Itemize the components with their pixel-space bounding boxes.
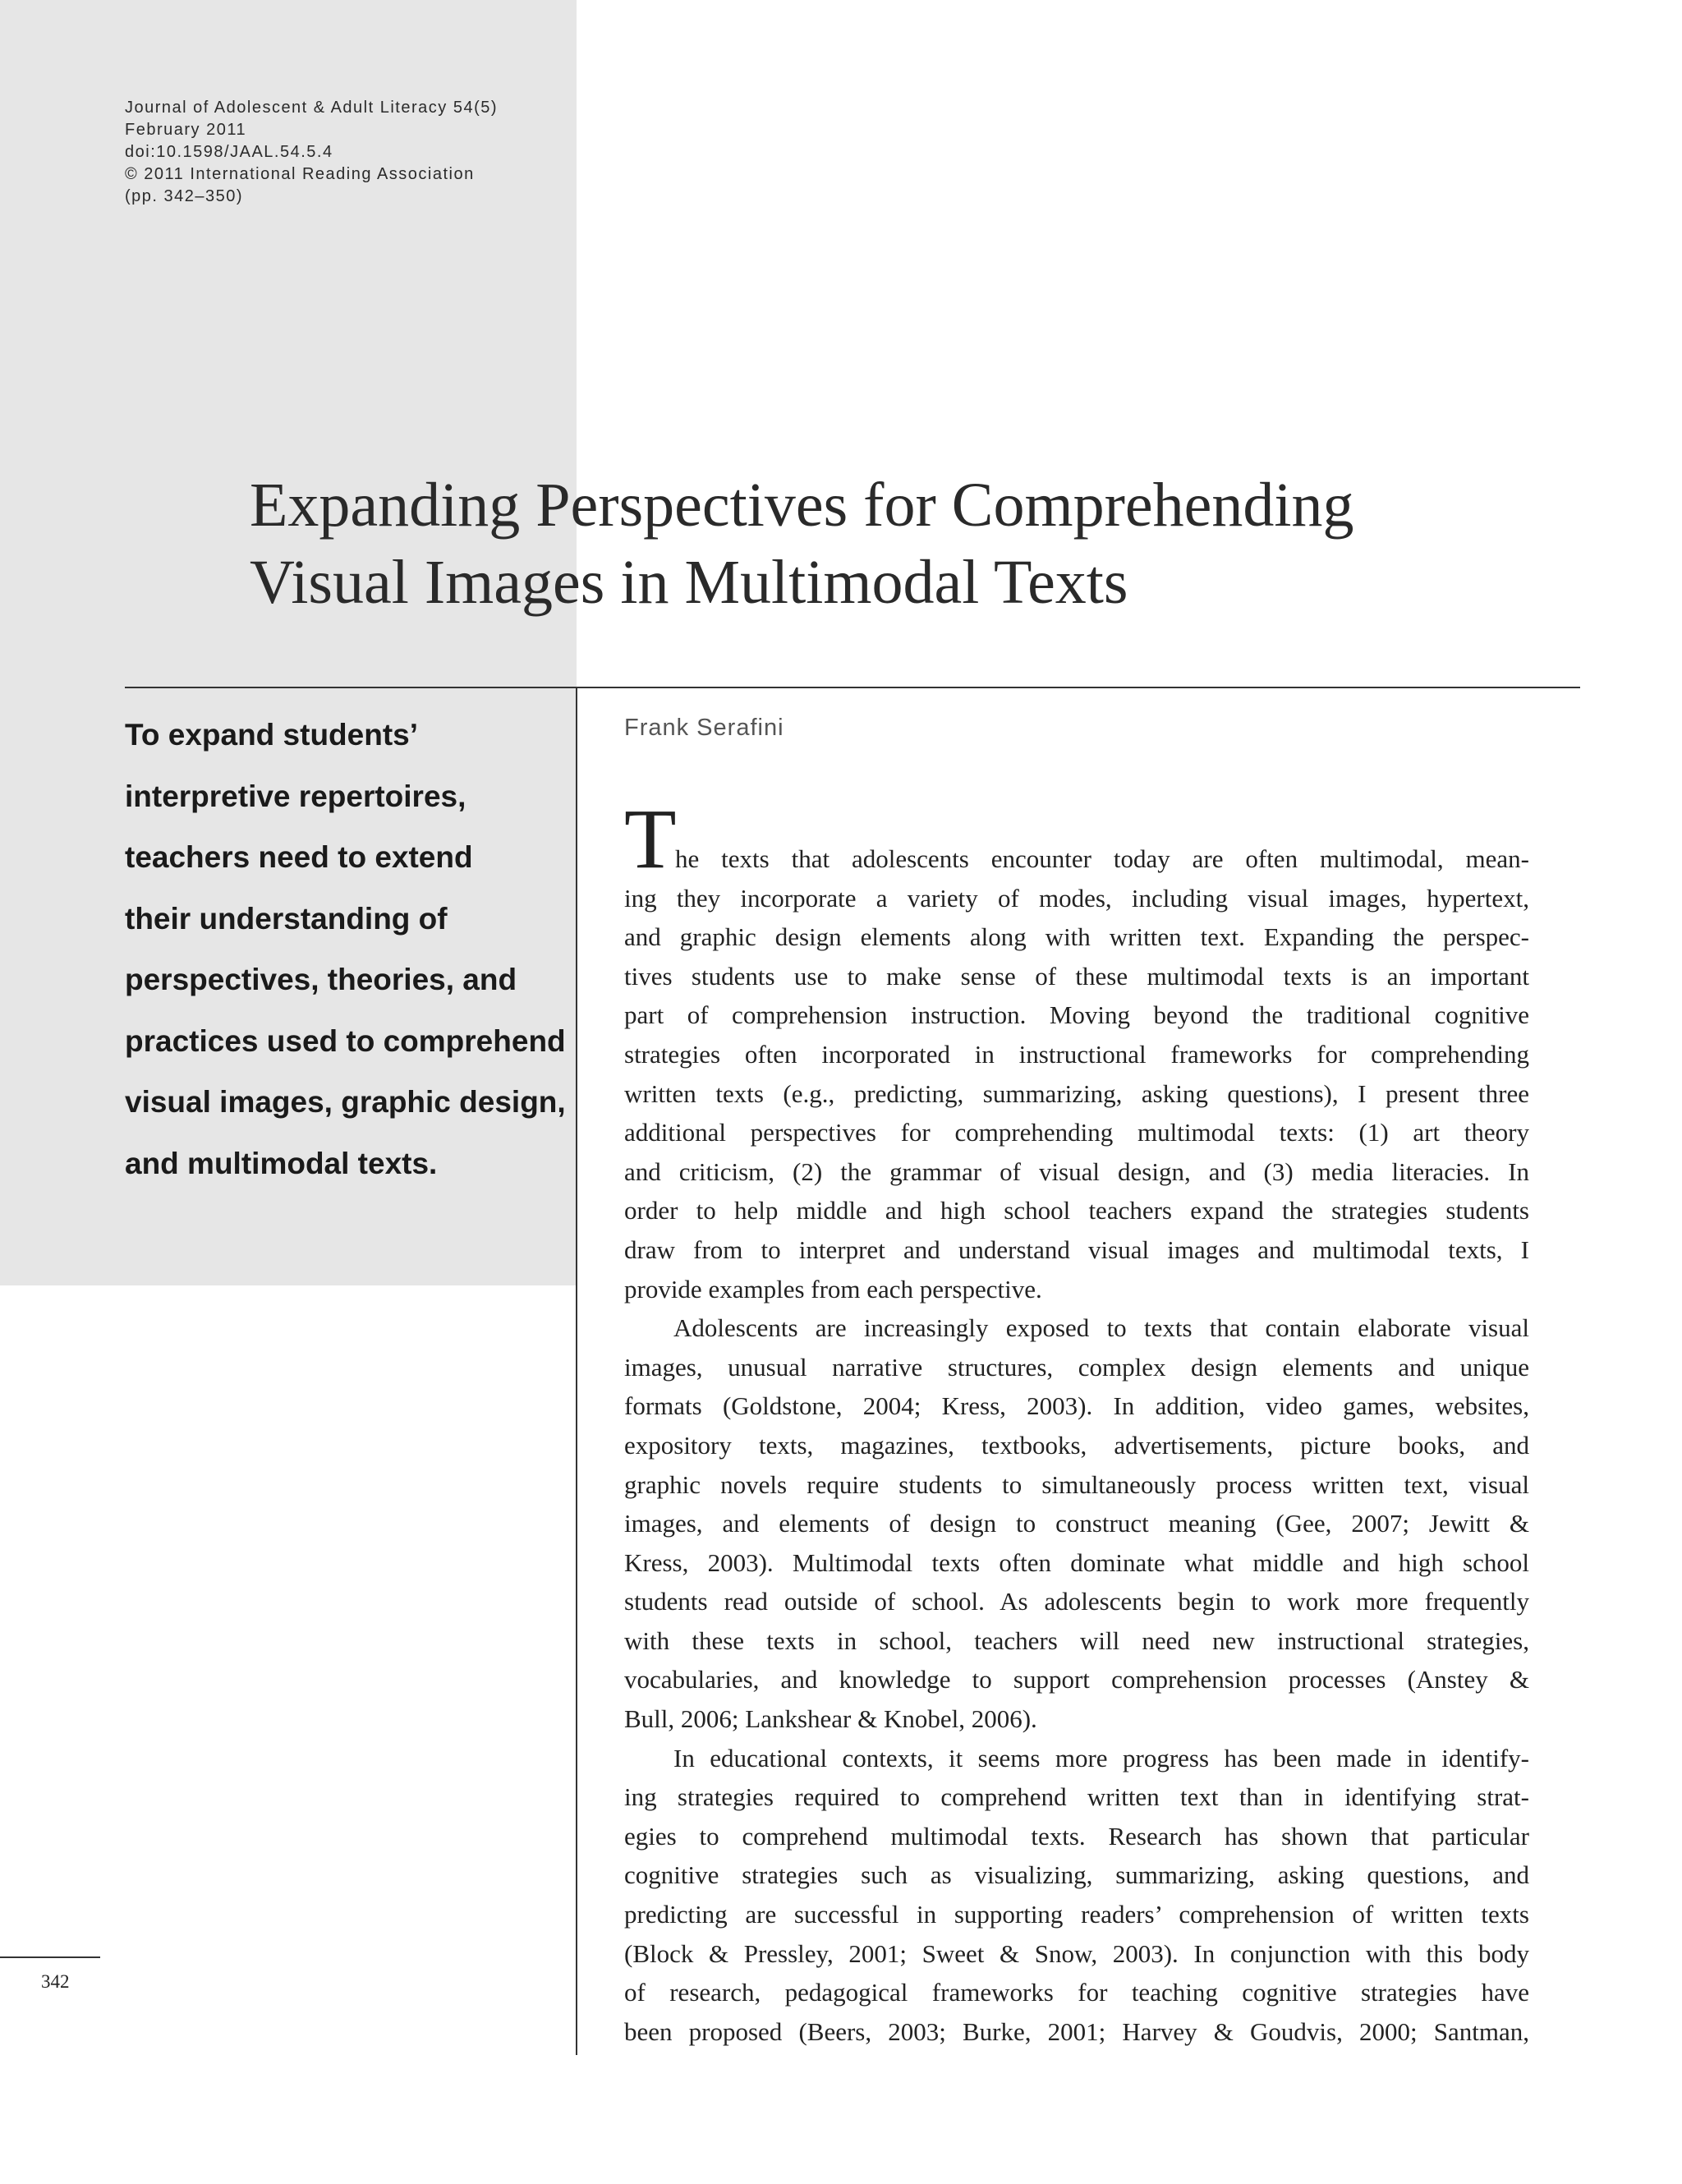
body-line: written texts (e.g., predicting, summarizing, asking questions), I present three: [624, 1078, 1529, 1108]
journal-date: February 2011: [125, 121, 247, 139]
body-line: cognitive strategies such as visualizing, summarizing, asking questions, and: [624, 1860, 1529, 1890]
body-line: ing they incorporate a variety of modes, including visual images, hypertext,: [624, 883, 1529, 913]
body-line: (Block & Pressley, 2001; Sweet & Snow, 2003). In conjunction with this body: [624, 1938, 1529, 1968]
body-line: order to help middle and high school teachers expand the strategies students: [624, 1196, 1529, 1225]
body-line: draw from to interpret and understand visual images and multimodal texts, I: [624, 1235, 1529, 1264]
body-line: images, unusual narrative structures, complex design elements and unique: [624, 1352, 1529, 1382]
body-line: tives students use to make sense of these multimodal texts is an important: [624, 961, 1529, 991]
pull-quote-line: interpretive repertoires,: [125, 779, 466, 813]
body-line: vocabularies, and knowledge to support comprehension processes (Anstey &: [624, 1665, 1529, 1694]
journal-doi: doi:10.1598/JAAL.54.5.4: [125, 143, 333, 161]
pull-quote-line: teachers need to extend: [125, 840, 473, 874]
page-number-rule: [0, 1956, 100, 1958]
body-line: of research, pedagogical frameworks for teaching cognitive strategies have: [624, 1978, 1529, 2007]
body-line: predicting are successful in supporting readers’ comprehension of written texts: [624, 1900, 1529, 1929]
article-title: [250, 467, 1564, 621]
body-line: part of comprehension instruction. Moving beyond the traditional cognitive: [624, 1000, 1529, 1030]
pull-quote-line: perspectives, theories, and: [125, 963, 517, 996]
body-line: he texts that adolescents encounter today are often multimodal, mean-: [675, 844, 1529, 873]
pull-quote: [125, 705, 568, 1194]
body-line: Adolescents are increasingly exposed to texts that contain elaborate visual: [673, 1313, 1529, 1343]
body-line: with these texts in school, teachers will need new instructional strategies,: [624, 1625, 1529, 1655]
body-line: ing strategies required to comprehend written text than in identifying strat-: [624, 1782, 1529, 1812]
article-body: [624, 839, 1529, 2051]
divider-rule: [577, 687, 1580, 688]
body-line: provide examples from each perspective.: [624, 1274, 1042, 1304]
body-line: images, and elements of design to construct meaning (Gee, 2007; Jewitt &: [624, 1509, 1529, 1538]
drop-cap: T: [624, 792, 677, 886]
body-line: egies to comprehend multimodal texts. Research has shown that particular: [624, 1821, 1529, 1851]
body-line: expository texts, magazines, textbooks, advertisements, picture books, and: [624, 1430, 1529, 1460]
body-line: Kress, 2003). Multimodal texts often dominate what middle and high school: [624, 1547, 1529, 1577]
body-line: graphic novels require students to simultaneously process written text, visual: [624, 1469, 1529, 1499]
article-title-line: Expanding Perspectives for Comprehending: [250, 471, 1354, 540]
body-line: Bull, 2006; Lankshear & Knobel, 2006).: [624, 1704, 1037, 1734]
divider-rule: [125, 687, 577, 688]
body-line: In educational contexts, it seems more progress has been made in identify-: [673, 1743, 1529, 1772]
page-number: 342: [41, 1971, 70, 1992]
pull-quote-line: practices used to comprehend: [125, 1023, 566, 1058]
body-line: and criticism, (2) the grammar of visual design, and (3) media literacies. In: [624, 1156, 1529, 1186]
pull-quote-line: To expand students’: [125, 718, 419, 752]
column-divider: [576, 687, 577, 2055]
body-line: and graphic design elements along with written text. Expanding the perspec-: [624, 922, 1529, 952]
journal-copyright: © 2011 International Reading Association: [125, 165, 475, 183]
journal-pages: (pp. 342–350): [125, 187, 244, 205]
journal-name: Journal of Adolescent & Adult Literacy 54(5): [125, 99, 499, 117]
journal-citation: [125, 97, 498, 208]
article-title-line: Visual Images in Multimodal Texts: [250, 548, 1128, 617]
pull-quote-line: visual images, graphic design,: [125, 1085, 566, 1119]
body-line: been proposed (Beers, 2003; Burke, 2001; Harvey & Goudvis, 2000; Santman,: [624, 2016, 1529, 2046]
body-line: students read outside of school. As adolescents begin to work more frequently: [624, 1587, 1529, 1616]
pull-quote-line: and multimodal texts.: [125, 1146, 438, 1180]
pull-quote-line: their understanding of: [125, 901, 448, 936]
body-line: formats (Goldstone, 2004; Kress, 2003). In addition, video games, websites,: [624, 1391, 1529, 1421]
author-name: Frank Serafini: [624, 715, 784, 741]
body-line: additional perspectives for comprehending multimodal texts: (1) art theory: [624, 1118, 1529, 1147]
body-line: strategies often incorporated in instructional frameworks for comprehending: [624, 1039, 1529, 1069]
